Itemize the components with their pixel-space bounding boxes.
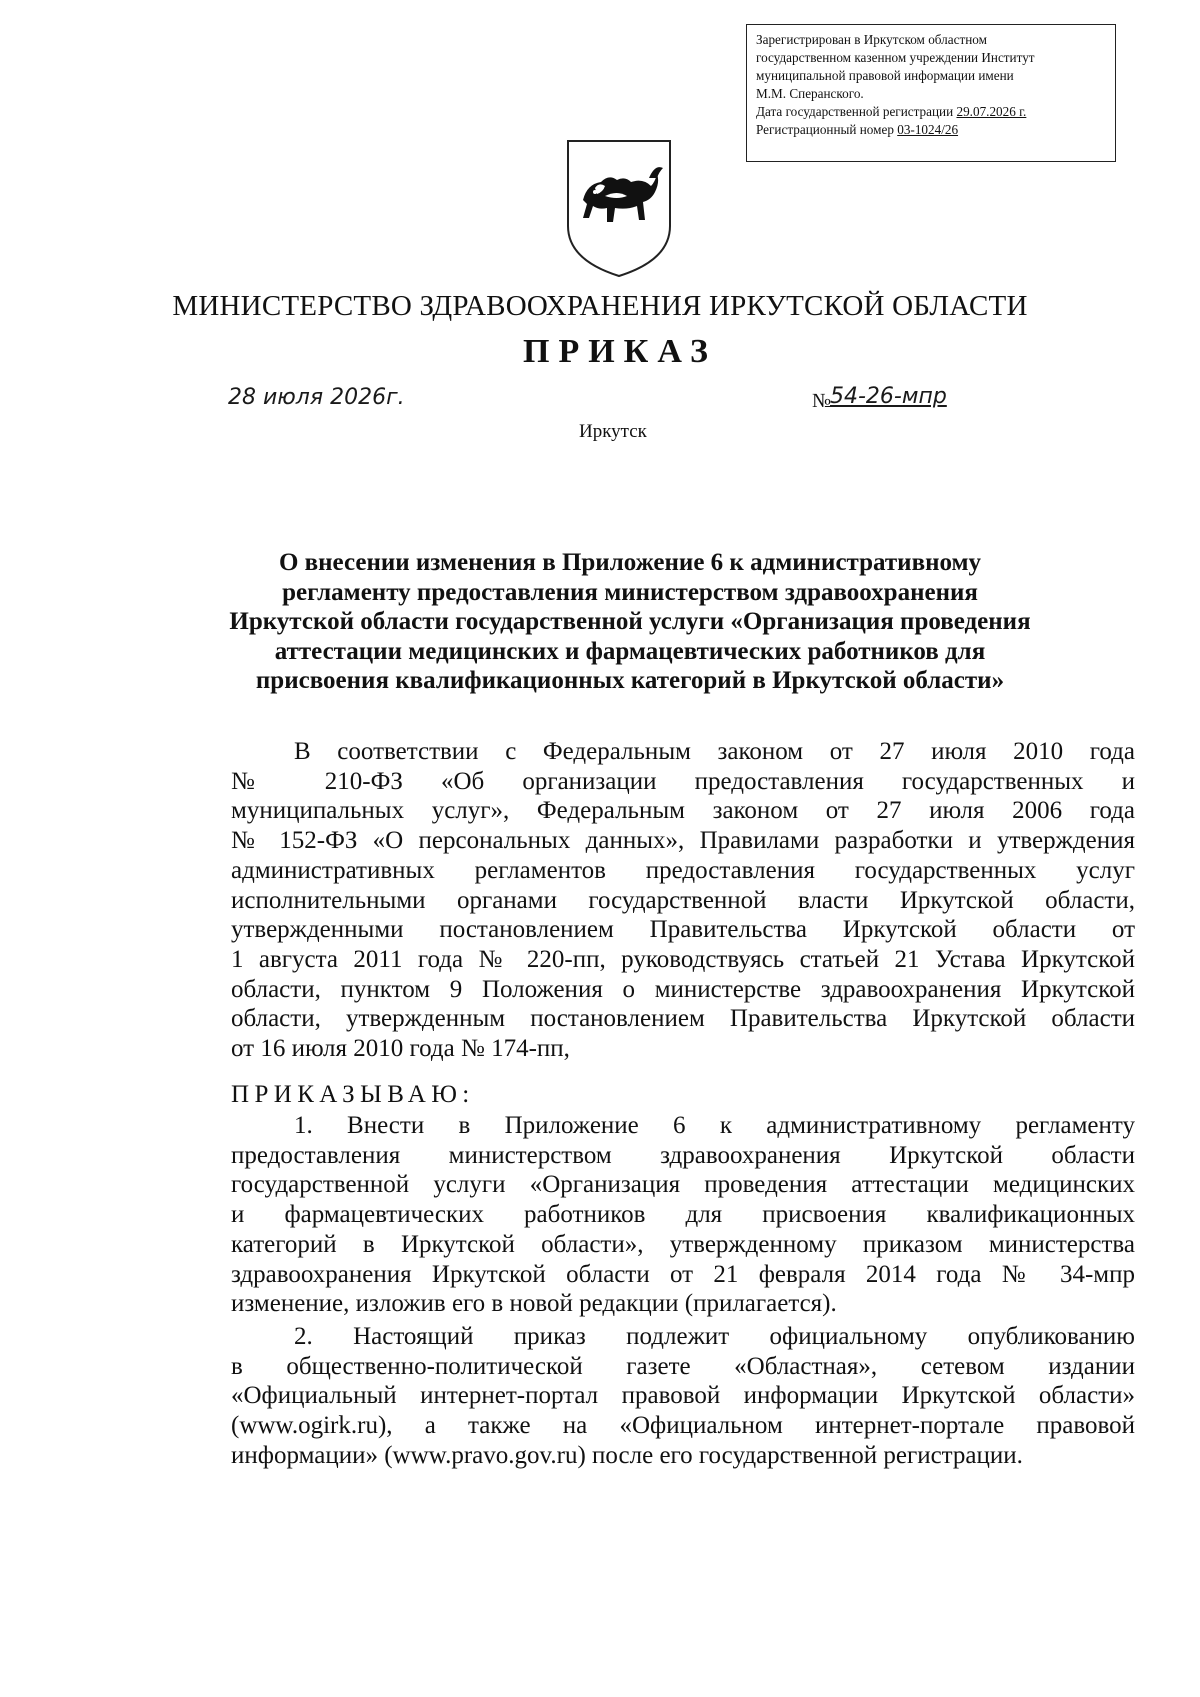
registration-line: муниципальной правовой информации имени [756, 68, 1014, 83]
preamble-line: 1 августа 2011 года № 220-пп, руководствуясь статьей 21 Устава Иркутской [231, 945, 1135, 973]
item-line: предоставления министерством здравоохранения Иркутской области [231, 1141, 1135, 1169]
irkutsk-coat-of-arms-icon [565, 138, 673, 278]
order-number-prefix: № [812, 390, 832, 412]
preamble-line: № 210-ФЗ «Об организации предоставления государственных и [231, 767, 1135, 795]
item-line: (www.ogirk.ru), а также на «Официальном интернет-портале правовой [231, 1412, 1135, 1440]
document-type: ПРИКАЗ [523, 333, 717, 370]
registration-date-value: 29.07.2026 г. [956, 104, 1027, 119]
item-line: здравоохранения Иркутской области от 21 февраля 2014 года № 34-мпр [231, 1260, 1135, 1288]
title-line: О внесении изменения в Приложение 6 к административному [278, 549, 982, 576]
preamble-paragraph [231, 737, 1135, 1064]
item-line: в общественно-политической газете «Областная», сетевом издании [231, 1352, 1135, 1380]
registration-number [756, 121, 1107, 139]
registration-number-value: 03-1024/26 [897, 122, 959, 137]
registration-date [756, 103, 1107, 121]
order-item-1 [231, 1111, 1135, 1319]
item-line: и фармацевтических работников для присвоения квалификационных [231, 1201, 1135, 1229]
item-line: «Официальный интернет-портал правовой информации Иркутской области» [231, 1382, 1135, 1410]
preamble-line: муниципальных услуг», Федеральным законом от 27 июля 2006 года [231, 797, 1135, 825]
registration-line: государственном казенном учреждении Институт [756, 50, 1035, 65]
preamble-line: № 152-ФЗ «О персональных данных», Правилами разработки и утверждения [231, 827, 1135, 855]
preamble-line: от 16 июля 2010 года № 174-пп, [231, 1035, 570, 1063]
preamble-line: области, утвержденным постановлением Правительства Иркутской области [231, 1005, 1135, 1033]
item-line: информации» (www.pravo.gov.ru) после его государственной регистрации. [231, 1441, 1023, 1469]
item-line: категорий в Иркутской области», утвержденному приказом министерства [231, 1230, 1135, 1258]
order-number-handwritten: 54-26-мпр [830, 384, 947, 409]
title-line: регламенту предоставления министерством здравоохранения [282, 578, 978, 606]
item-line: 1. Внести в Приложение 6 к административному регламенту [294, 1112, 1135, 1139]
order-title [130, 548, 1130, 696]
preamble-line: административных регламентов предоставления государственных услуг [231, 856, 1135, 884]
item-line: 2. Настоящий приказ подлежит официальному опубликованию [294, 1323, 1135, 1350]
order-item-2 [231, 1322, 1135, 1471]
registration-line: М.М. Сперанского. [756, 86, 864, 101]
registration-date-label: Дата государственной регистрации [756, 104, 954, 119]
registration-stamp [746, 24, 1116, 162]
city-name: Иркутск [579, 421, 647, 442]
item-line: государственной услуги «Организация проведения аттестации медицинских [231, 1171, 1135, 1199]
order-word: ПРИКАЗЫВАЮ: [231, 1081, 475, 1108]
preamble-line: В соответствии с Федеральным законом от 27 июля 2010 года [294, 738, 1135, 765]
item-line: изменение, изложив его в новой редакции (прилагается). [231, 1290, 837, 1318]
preamble-line: области, пунктом 9 Положения о министерстве здравоохранения Иркутской [231, 975, 1135, 1003]
title-line: присвоения квалификационных категорий в Иркутской области» [255, 667, 1005, 694]
registration-number-label: Регистрационный номер [756, 122, 894, 137]
ministry-name: МИНИСТЕРСТВО ЗДРАВООХРАНЕНИЯ ИРКУТСКОЙ ОБЛАСТИ [172, 290, 1028, 322]
title-line: Иркутской области государственной услуги «Организация проведения [229, 608, 1031, 635]
order-date-handwritten: 28 июля 2026г. [228, 385, 405, 410]
preamble-line: утвержденными постановлением Правительства Иркутской области от [231, 916, 1135, 944]
registration-line: Зарегистрирован в Иркутском областном [756, 32, 987, 47]
title-line: аттестации медицинских и фармацевтических работников для [274, 637, 986, 665]
preamble-line: исполнительными органами государственной власти Иркутской области, [231, 886, 1135, 914]
